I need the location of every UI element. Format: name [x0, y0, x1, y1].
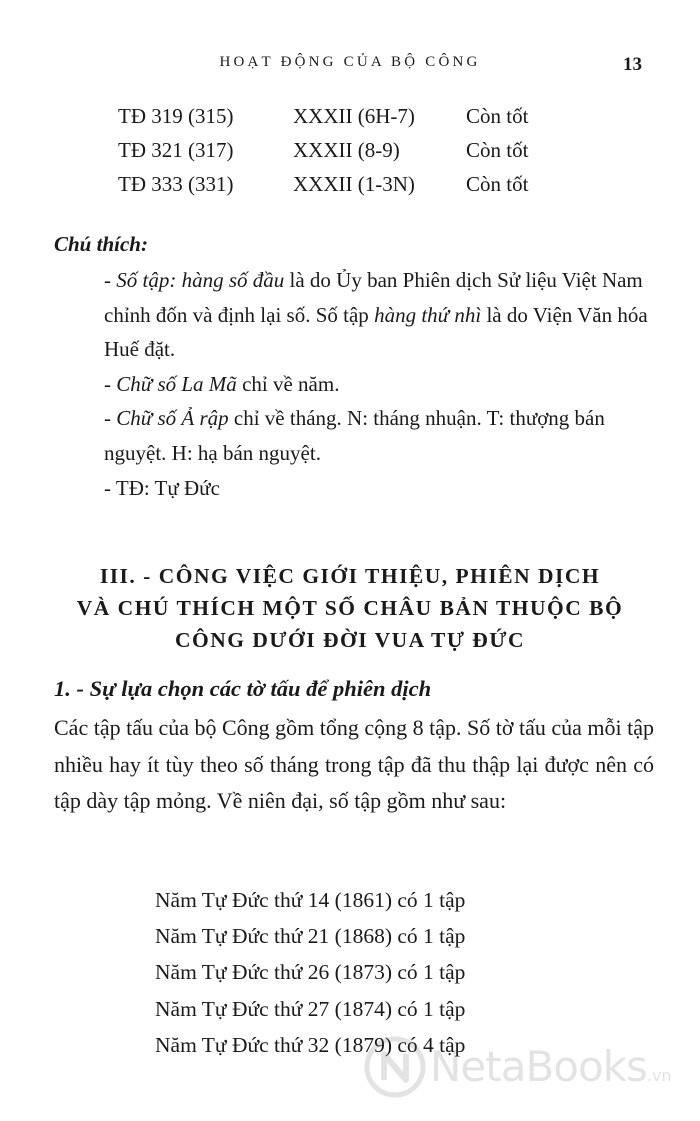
record-row — [118, 172, 578, 206]
year-item: Năm Tự Đức thứ 27 (1874) có 1 tập — [155, 996, 466, 1021]
paragraph-text: Các tập tấu của bộ Công gồm tổng cộng 8 tập. Số tờ tấu của mỗi tập nhiều hay ít tùy theo số tháng trong tập đã thu thập lại được nên có tập dày tập mỏng. Về niên đại, số tập gồm như sau: — [54, 715, 655, 813]
note-text: chỉ về tháng. N: tháng nhuận. T: thượng bán nguyệt. H: hạ bán nguyệt. — [104, 406, 605, 465]
section-heading — [30, 560, 670, 656]
year-item: Năm Tự Đức thứ 21 (1868) có 1 tập — [155, 924, 466, 949]
section-heading-line: CÔNG DƯỚI ĐỜI VUA TỰ ĐỨC — [175, 628, 525, 652]
note-italic: - Số tập: hàng số đầu — [104, 268, 285, 292]
note-italic: Chữ số Ả rập — [116, 406, 229, 431]
page-number: 13 — [623, 54, 642, 75]
note-item: - TĐ: Tự Đức — [104, 475, 220, 500]
watermark — [364, 1028, 694, 1118]
section-heading-line: III. - CÔNG VIỆC GIỚI THIỆU, PHIÊN DỊCH — [99, 564, 601, 588]
records-table — [118, 104, 578, 206]
watermark-text — [430, 1042, 672, 1091]
section-heading-line: VÀ CHÚ THÍCH MỘT SỐ CHÂU BẢN THUỘC BỘ — [76, 596, 624, 620]
watermark-suffix: .vn — [646, 1066, 672, 1085]
year-item: Năm Tự Đức thứ 32 (1879) có 4 tập — [155, 1032, 466, 1057]
year-item: Năm Tự Đức thứ 26 (1873) có 1 tập — [155, 960, 466, 985]
running-title: HOẠT ĐỘNG CỦA BỘ CÔNG — [219, 54, 481, 70]
notes-list — [104, 263, 649, 505]
year-item: Năm Tự Đức thứ 14 (1861) có 1 tập — [155, 888, 466, 912]
note-text: chỉ về năm. — [236, 371, 340, 396]
watermark-brand: NetaBooks — [430, 1042, 647, 1091]
record-date: XXXII (1-3N) — [293, 172, 415, 196]
record-condition: Còn tốt — [466, 172, 529, 196]
page-header — [0, 54, 700, 78]
record-condition: Còn tốt — [466, 138, 529, 162]
note-dash: - — [104, 406, 117, 431]
notes-title: Chú thích: — [54, 232, 148, 256]
record-code: TĐ 321 (317) — [118, 138, 234, 162]
record-code: TĐ 333 (331) — [118, 172, 234, 196]
subheading: 1. - Sự lựa chọn các tờ tấu để phiên dịch — [54, 676, 432, 701]
note-text: là do Viện Văn hóa Huế đặt. — [104, 302, 648, 362]
body-paragraph — [54, 710, 654, 820]
note-text: là do Ủy ban Phiên dịch Sử liệu Việt Nam chỉnh đốn và định lại số. Số tập — [104, 268, 643, 327]
record-row — [118, 138, 578, 172]
note-dash: - — [104, 371, 117, 396]
book-logo-icon — [364, 1036, 426, 1098]
record-date: XXXII (8-9) — [293, 138, 400, 162]
note-item — [104, 367, 649, 402]
note-italic: hàng thứ nhì — [374, 302, 482, 327]
record-condition: Còn tốt — [466, 104, 529, 128]
note-item — [104, 263, 649, 367]
note-item — [104, 401, 649, 470]
note-italic: Chữ số La Mã — [116, 371, 237, 396]
record-row — [118, 104, 578, 138]
record-date: XXXII (6H-7) — [293, 104, 415, 128]
record-code: TĐ 319 (315) — [118, 104, 234, 128]
